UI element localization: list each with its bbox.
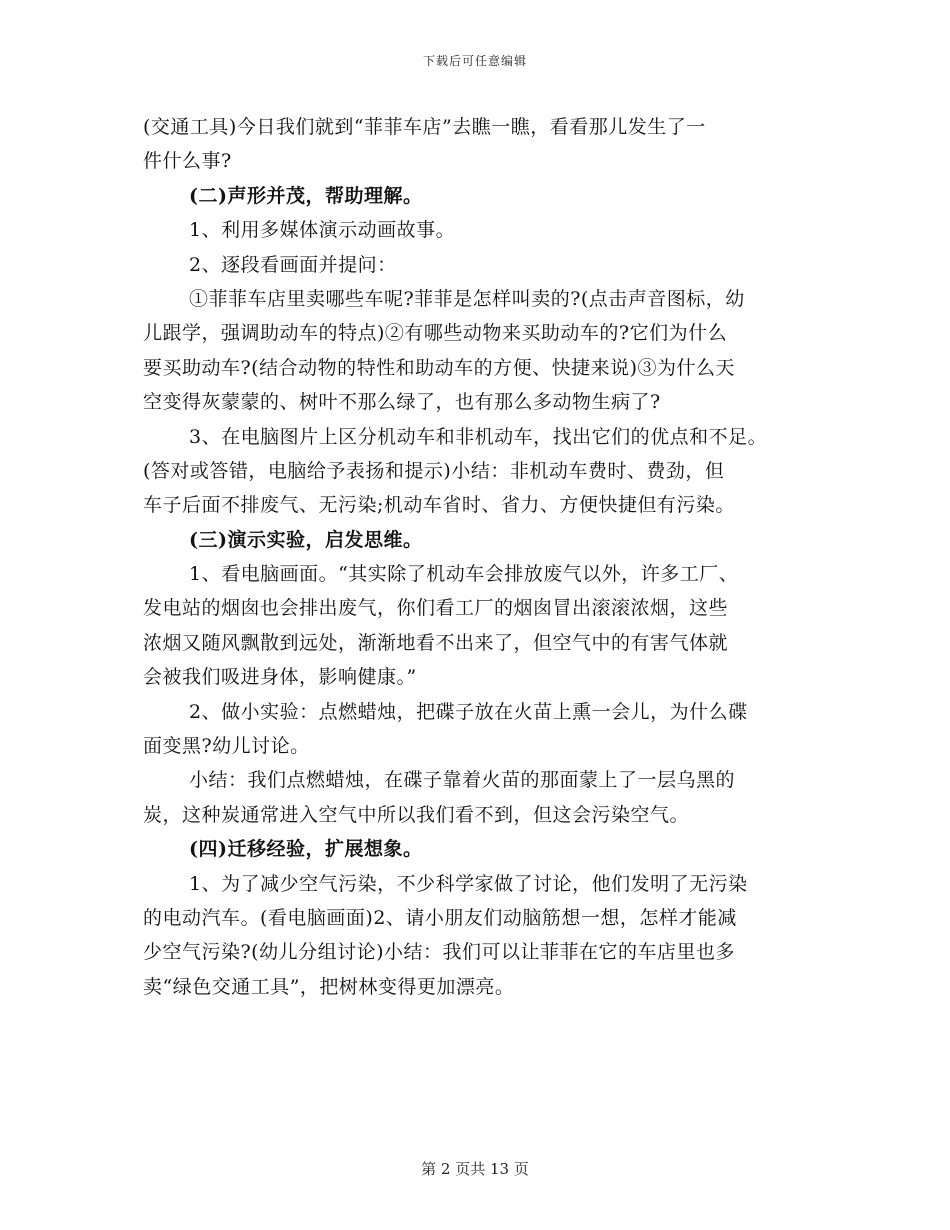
paragraph-line: 3、在电脑图片上区分机动车和非机动车，找出它们的优点和不足。 [189,425,768,448]
document-body [143,110,833,1004]
paragraph-line: 2、逐段看画面并提问： [189,253,397,276]
paragraph-line: 浓烟又随风飘散到远处，渐渐地看不出来了，但空气中的有害气体就 [143,631,729,654]
paragraph-line: 会被我们吸进身体，影响健康。” [143,666,417,689]
paragraph-line: 1、看电脑画面。“其实除了机动车会排放废气以外，许多工厂、 [189,563,739,586]
paragraph-line: 要买助动车?(结合动物的特性和助动车的方便、快捷来说)③为什么天 [143,356,736,379]
paragraph-line: 的电动汽车。(看电脑画面)2、请小朋友们动脑筋想一想，怎样才能减 [143,906,737,929]
page-header-note: 下载后可任意编辑 [422,54,527,68]
paragraph-line: 小结：我们点燃蜡烛，在碟子靠着火苗的那面蒙上了一层乌黑的 [189,769,736,792]
paragraph-line: 车子后面不排废气、无污染;机动车省时、省力、方便快捷但有污染。 [143,494,735,517]
paragraph-line: 卖“绿色交通工具”，把树林变得更加漂亮。 [143,975,515,998]
paragraph-line: 1、为了减少空气污染，不少科学家做了讨论，他们发明了无污染 [189,872,748,895]
paragraph-line: 面变黑?幼儿讨论。 [143,735,310,758]
paragraph-line: 发电站的烟囱也会排出废气，你们看工厂的烟囱冒出滚滚浓烟，这些 [143,597,729,620]
paragraph-line: 2、做小实验：点燃蜡烛，把碟子放在火苗上熏一会儿，为什么碟 [189,700,748,723]
paragraph-line: ①菲菲车店里卖哪些车呢?菲菲是怎样叫卖的?(点击声音图标，幼 [189,287,745,310]
section-heading: (四)迁移经验，扩展想象。 [189,838,423,861]
paragraph-line: 炭，这种炭通常进入空气中所以我们看不到，但这会污染空气。 [143,803,690,826]
section-heading: (三)演示实验，启发思维。 [189,528,423,551]
paragraph-line: (答对或答错，电脑给予表扬和提示)小结：非机动车费时、费劲，但 [143,459,725,482]
paragraph-line: 空变得灰蒙蒙的、树叶不那么绿了，也有那么多动物生病了? [143,391,661,414]
section-heading: (二)声形并茂，帮助理解。 [189,184,423,207]
paragraph-line: 1、利用多媒体演示动画故事。 [189,219,456,242]
paragraph-line: 儿跟学，强调助动车的特点)②有哪些动物来买助动车的?它们为什么 [143,322,728,345]
page-number: 第 2 页共 13 页 [421,1160,529,1178]
paragraph-line: (交通工具)今日我们就到“菲菲车店”去瞧一瞧，看看那儿发生了一 [143,116,706,138]
paragraph-line: 少空气污染?(幼儿分组讨论)小结：我们可以让菲菲在它的车店里也多 [143,941,736,964]
paragraph-line: 件什么事? [143,150,232,173]
